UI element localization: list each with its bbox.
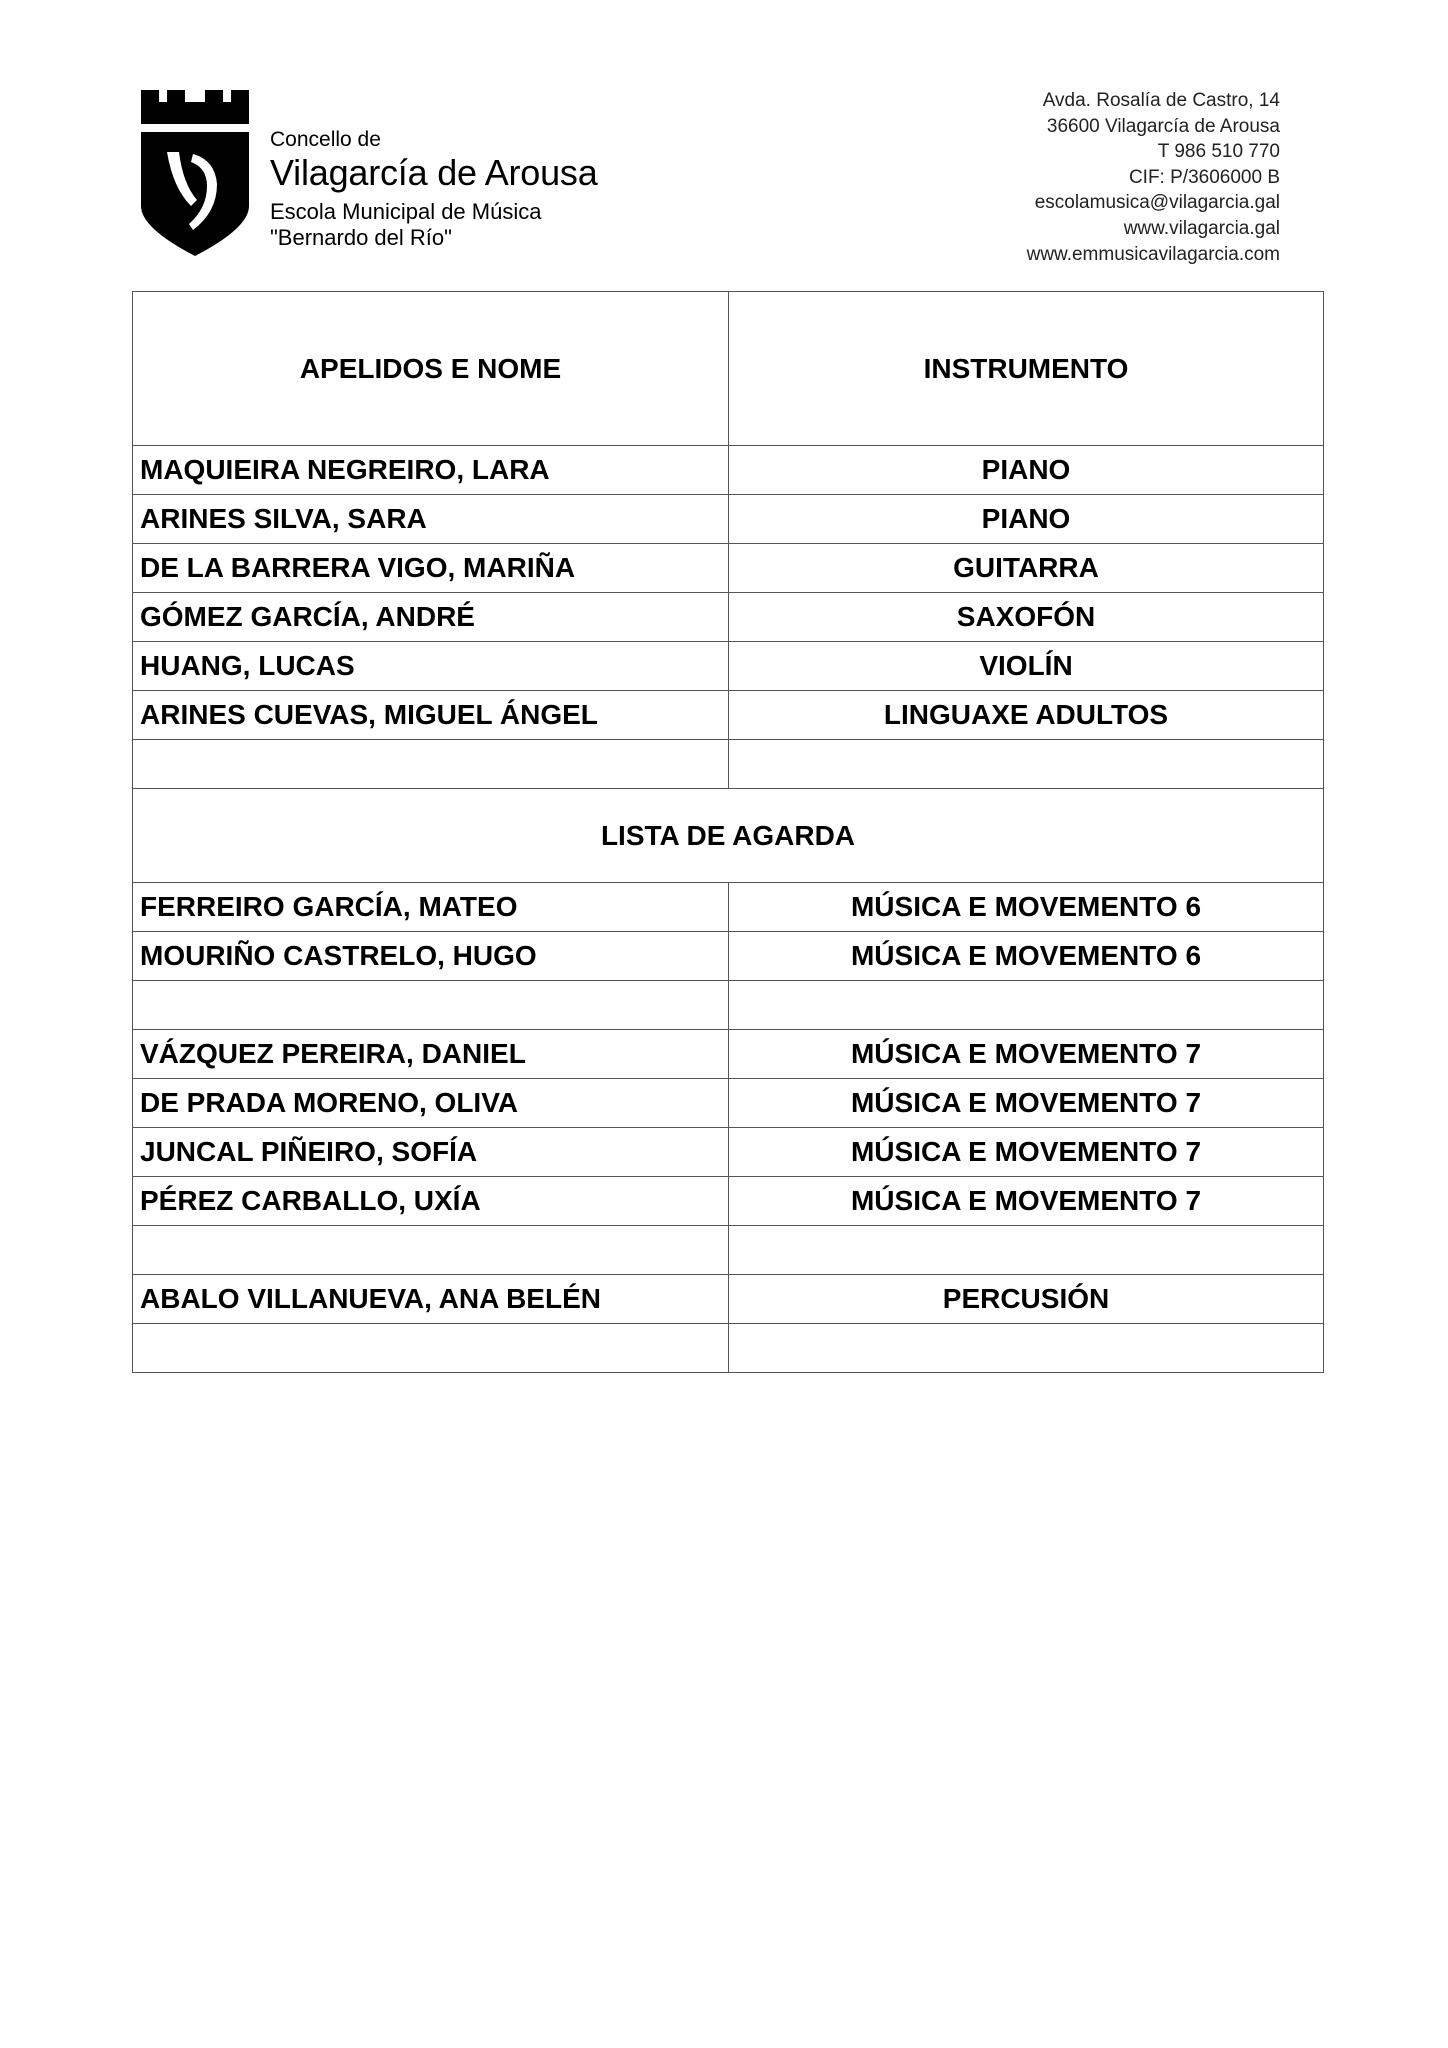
table-row xyxy=(133,1275,1324,1324)
empty-cell xyxy=(729,740,1324,789)
contact-address: Avda. Rosalía de Castro, 14 xyxy=(1042,90,1280,111)
student-instrument: PERCUSIÓN xyxy=(729,1275,1324,1324)
student-list-table xyxy=(132,291,1324,1373)
student-name: FERREIRO GARCÍA, MATEO xyxy=(133,883,729,932)
org-line-1: Concello de xyxy=(270,128,381,151)
org-line-4: "Bernardo del Río" xyxy=(270,225,452,251)
org-line-3: Escola Municipal de Música xyxy=(270,198,542,224)
table-row xyxy=(133,1079,1324,1128)
student-name: JUNCAL PIÑEIRO, SOFÍA xyxy=(133,1128,729,1177)
table-row xyxy=(133,544,1324,593)
student-name: VÁZQUEZ PEREIRA, DANIEL xyxy=(133,1030,729,1079)
table-row xyxy=(133,1177,1324,1226)
student-instrument: MÚSICA E MOVEMENTO 7 xyxy=(729,1030,1324,1079)
student-instrument: VIOLÍN xyxy=(729,642,1324,691)
table-row xyxy=(133,1128,1324,1177)
table-header-row xyxy=(133,292,1324,446)
empty-cell xyxy=(729,1324,1324,1373)
contact-website-1: www.vilagarcia.gal xyxy=(1123,217,1280,239)
student-instrument: SAXOFÓN xyxy=(729,593,1324,642)
column-header-name: APELIDOS E NOME xyxy=(133,292,729,446)
table-row xyxy=(133,495,1324,544)
student-name: ARINES SILVA, SARA xyxy=(133,495,729,544)
student-instrument: MÚSICA E MOVEMENTO 7 xyxy=(729,1079,1324,1128)
table-row xyxy=(133,691,1324,740)
waiting-list-title: LISTA DE AGARDA xyxy=(133,789,1324,883)
student-instrument: PIANO xyxy=(729,446,1324,495)
empty-row xyxy=(133,740,1324,789)
empty-row xyxy=(133,1226,1324,1275)
student-instrument: MÚSICA E MOVEMENTO 7 xyxy=(729,1128,1324,1177)
table-row xyxy=(133,932,1324,981)
student-instrument: MÚSICA E MOVEMENTO 6 xyxy=(729,883,1324,932)
student-instrument: GUITARRA xyxy=(729,544,1324,593)
table-row xyxy=(133,642,1324,691)
contact-city: 36600 Vilagarcía de Arousa xyxy=(1046,115,1280,137)
contact-website-2: www.emmusicavilagarcia.com xyxy=(1026,243,1280,265)
contact-info xyxy=(1027,88,1280,267)
empty-cell xyxy=(133,740,729,789)
table-row xyxy=(133,883,1324,932)
empty-cell xyxy=(133,981,729,1030)
empty-cell xyxy=(729,981,1324,1030)
contact-email: escolamusica@vilagarcia.gal xyxy=(1034,192,1280,214)
student-name: HUANG, LUCAS xyxy=(133,642,729,691)
student-instrument: MÚSICA E MOVEMENTO 6 xyxy=(729,932,1324,981)
empty-cell xyxy=(133,1226,729,1275)
organization-name xyxy=(270,128,598,251)
municipal-shield-logo xyxy=(139,88,251,258)
student-name: MOURIÑO CASTRELO, HUGO xyxy=(133,932,729,981)
table-row xyxy=(133,1030,1324,1079)
student-name: DE LA BARRERA VIGO, MARIÑA xyxy=(133,544,729,593)
student-instrument: MÚSICA E MOVEMENTO 7 xyxy=(729,1177,1324,1226)
empty-cell xyxy=(133,1324,729,1373)
student-instrument: LINGUAXE ADULTOS xyxy=(729,691,1324,740)
student-name: ARINES CUEVAS, MIGUEL ÁNGEL xyxy=(133,691,729,740)
org-line-2: Vilagarcía de Arousa xyxy=(270,152,598,194)
empty-row xyxy=(133,981,1324,1030)
document-header xyxy=(0,0,1448,290)
student-name: DE PRADA MORENO, OLIVA xyxy=(133,1079,729,1128)
waiting-list-header-row xyxy=(133,789,1324,883)
shield-icon xyxy=(139,88,251,258)
column-header-instrument: INSTRUMENTO xyxy=(729,292,1324,446)
student-name: ABALO VILLANUEVA, ANA BELÉN xyxy=(133,1275,729,1324)
empty-cell xyxy=(729,1226,1324,1275)
student-name: MAQUIEIRA NEGREIRO, LARA xyxy=(133,446,729,495)
empty-row xyxy=(133,1324,1324,1373)
student-name: PÉREZ CARBALLO, UXÍA xyxy=(133,1177,729,1226)
student-instrument: PIANO xyxy=(729,495,1324,544)
student-name: GÓMEZ GARCÍA, ANDRÉ xyxy=(133,593,729,642)
table-row xyxy=(133,593,1324,642)
contact-phone: T 986 510 770 xyxy=(1157,141,1280,163)
contact-cif: CIF: P/3606000 B xyxy=(1128,166,1280,188)
table-row xyxy=(133,446,1324,495)
